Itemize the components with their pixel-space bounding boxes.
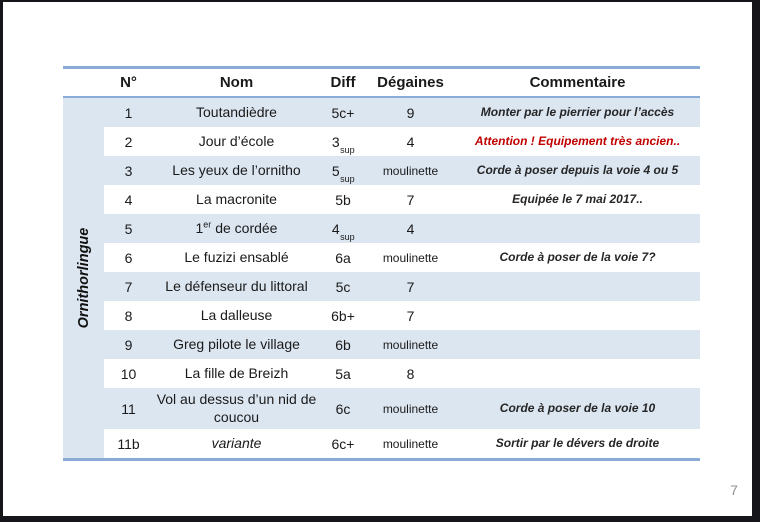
route-grade: 5c+: [331, 104, 355, 121]
route-number: 1: [124, 104, 133, 121]
table-header-row: [63, 69, 700, 96]
route-grade: $4_{sup}$: [331, 220, 355, 243]
route-quickdraws: 7: [406, 191, 415, 208]
route-name: La fille de Breizh: [184, 364, 289, 381]
route-quickdraws: moulinette: [382, 436, 439, 451]
frame-border-right: [752, 0, 760, 522]
route-quickdraws: 7: [406, 278, 415, 295]
route-name: Toutandièdre: [196, 103, 277, 120]
route-grade: 6b: [335, 336, 351, 353]
page-number: 7: [730, 482, 738, 498]
route-grade: 6c: [335, 400, 351, 417]
frame-border-left: [0, 0, 3, 522]
sector-label-cell: [63, 98, 104, 458]
route-comment: Corde à poser de la voie 10: [499, 401, 656, 416]
route-number: 3: [124, 162, 133, 179]
route-comment: Monter par le pierrier pour l’accès: [480, 105, 675, 120]
route-quickdraws: moulinette: [382, 337, 439, 352]
col-header-comment: Commentaire: [529, 73, 626, 91]
route-name: La dalleuse: [200, 306, 273, 323]
route-name: Le défenseur du littoral: [165, 277, 308, 294]
route-quickdraws: 4: [406, 220, 415, 237]
route-number: 6: [124, 249, 133, 266]
route-comment: Corde à poser de la voie 7?: [499, 250, 656, 265]
route-quickdraws: moulinette: [382, 250, 439, 265]
route-number: 10: [120, 365, 137, 382]
table-rows: [104, 98, 700, 458]
route-name: Le fuzizi ensablé: [184, 248, 289, 265]
route-number: 8: [124, 307, 133, 324]
table-row: [104, 359, 700, 388]
sector-label: Ornithorlingue: [75, 227, 92, 329]
route-grade: 6c+: [331, 435, 355, 452]
route-name: Jour d’école: [198, 132, 275, 149]
route-name: La macronite: [196, 190, 277, 207]
col-header-degaines: Dégaines: [377, 73, 444, 91]
route-comment: Corde à poser depuis la voie 4 ou 5: [476, 163, 679, 178]
table-row: [104, 214, 700, 243]
route-name: Vol au dessus d’un nid de coucou: [156, 391, 317, 425]
route-grade: 6b+: [331, 307, 355, 324]
route-comment: Equipée le 7 mai 2017..: [512, 192, 643, 207]
route-quickdraws: 7: [406, 307, 415, 324]
route-comment: Attention ! Equipement très ancien..: [474, 134, 681, 149]
routes-table: [63, 66, 700, 461]
route-number: 7: [124, 278, 133, 295]
route-number: 11b: [117, 435, 140, 452]
route-number: 5: [124, 220, 133, 237]
route-number: 4: [124, 191, 133, 208]
table-row: [104, 330, 700, 359]
route-number: 9: [124, 336, 133, 353]
route-grade: 5b: [335, 191, 351, 208]
route-name: Les yeux de l’ornitho: [172, 161, 301, 178]
table-row: [104, 388, 700, 429]
table-row: [104, 301, 700, 330]
col-header-num: N°: [120, 73, 137, 91]
route-name: variante: [211, 434, 262, 451]
route-grade: $3_{sup}$: [331, 133, 355, 156]
table-row: [104, 98, 700, 127]
route-name: Greg pilote le village: [173, 335, 300, 352]
col-header-diff: Diff: [330, 73, 356, 91]
route-name: 1er de cordée: [195, 219, 278, 236]
table-body: [63, 98, 700, 458]
route-grade: $5_{sup}$: [331, 162, 355, 185]
route-number: 11: [121, 400, 136, 417]
route-quickdraws: 9: [406, 104, 415, 121]
route-grade: 5a: [335, 365, 351, 382]
frame-border-top: [0, 0, 760, 2]
table-row: [104, 185, 700, 214]
route-quickdraws: moulinette: [382, 163, 439, 178]
route-quickdraws: 4: [406, 133, 415, 150]
table-row: [104, 272, 700, 301]
route-grade: 5c: [335, 278, 351, 295]
col-header-name: Nom: [219, 73, 254, 91]
frame-border-bottom: [0, 516, 760, 522]
route-comment: Sortir par le dévers de droite: [495, 436, 660, 451]
route-quickdraws: 8: [406, 365, 415, 382]
table-row: [104, 243, 700, 272]
table-row: [104, 156, 700, 185]
table-bottom-rule: [63, 458, 700, 461]
table-row: [104, 429, 700, 458]
route-number: 2: [124, 133, 133, 150]
route-quickdraws: moulinette: [382, 401, 439, 416]
route-grade: 6a: [335, 249, 351, 266]
table-row: [104, 127, 700, 156]
